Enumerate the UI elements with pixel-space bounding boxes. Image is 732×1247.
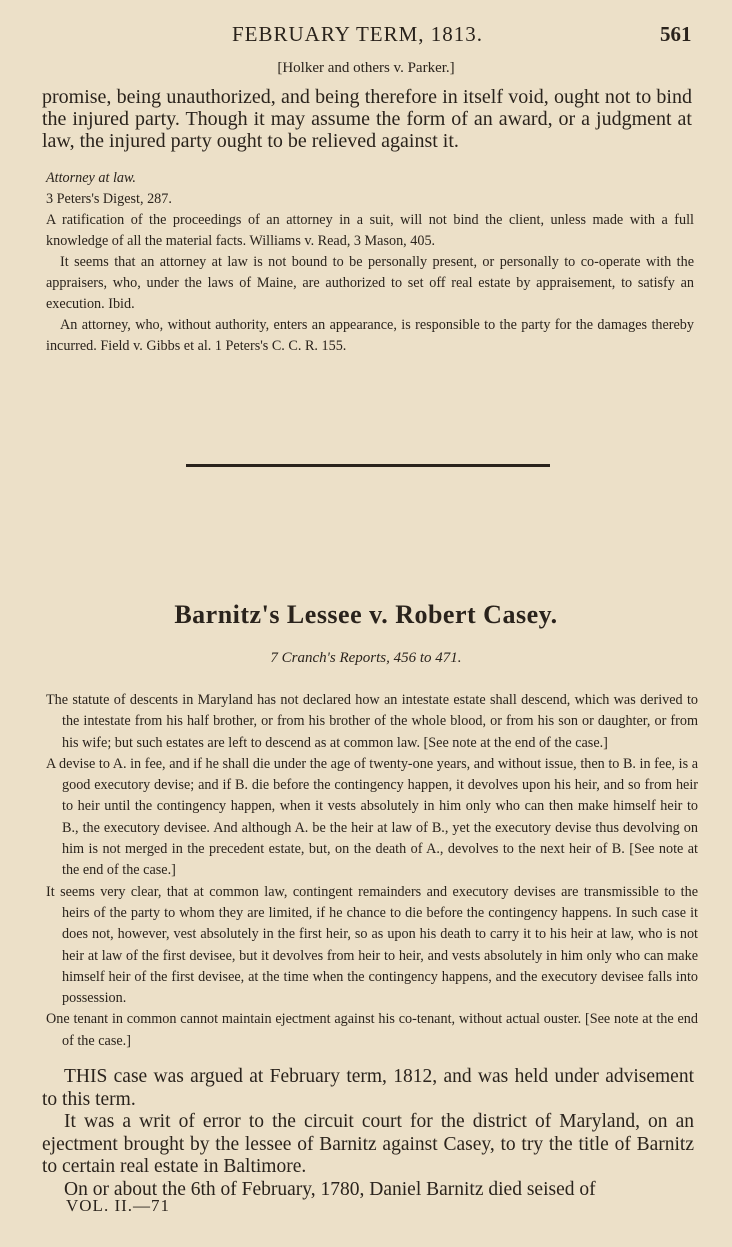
headnotes: [46, 690, 698, 1052]
continued-paragraph: promise, being unauthorized, and being therefore in itself void, ought not to bind the injured party. Though it may assume the form of an award, or a judgment at law, the injured party ought to be relieved against it.: [42, 86, 692, 152]
headnote: A devise to A. in fee, and if he shall die under the age of twenty-one years, and without issue, then to B. in fee, is a good executory devise; and if B. die before the contingency happen, it devolves upon his heir, and so from heir to heir until the contingency happen, when it vests absolutely in him only who can then make himself heir to B., the executory devisee. And although A. be the heir at law of B., yet the executory devise thus devolving on him is not merged in the precedent estate, but, on the death of A., devolves to the next heir of B. [See note at the end of the case.]: [46, 755, 698, 879]
headnote: The statute of descents in Maryland has not declared how an intestate estate shall descend, which was derived to the intestate from his half brother, or from his brother of the whole blood, or from his son or daughter, or from his wife; but such estates are left to descend as at common law. [See note at the end of the case.]: [46, 692, 698, 751]
headnote: One tenant in common cannot maintain ejectment against his co-tenant, without actual ouster. [See note at the end of the case.]: [46, 1011, 698, 1049]
section-divider: [186, 464, 550, 467]
body-paragraph: It was a writ of error to the circuit court for the district of Maryland, on an ejectment brought by the lessee of Barnitz against Casey, to try the title of Barnitz to certain real estate in Baltimore.: [42, 1111, 694, 1177]
volume-signature: VOL. II.—71: [66, 1196, 171, 1215]
headnote: It seems very clear, that at common law, contingent remainders and executory devises are transmissible to the heirs of the party to whom they are limited, if he chance to die before the contingency happens. In such case it does not, however, vest absolutely in the first heir, so as upon his death to carry it to his heir at law, who is not heir at law of the first devisee, but it devolves from heir to heir, and vests absolutely in him only who can make himself heir of the first devisee, at the time when the contingency happens, and the executory devisee falls into possession.: [46, 883, 698, 1007]
note-item: An attorney, who, without authority, enters an appearance, is responsible to the party for the damages thereby incurred. Field v. Gibbs et al. 1 Peters's C. C. R. 155.: [46, 317, 694, 354]
note-item: It seems that an attorney at law is not bound to be personally present, or personally to co-operate with the appraisers, who, under the laws of Maine, are authorized to set off real estate by appraisement, to satisfy an execution. Ibid.: [46, 254, 694, 312]
body-paragraph: On or about the 6th of February, 1780, Daniel Barnitz died seised of: [64, 1178, 596, 1200]
case-citation: 7 Cranch's Reports, 456 to 471.: [270, 650, 462, 666]
attorney-notes: [46, 168, 694, 357]
body-paragraph: THIS case was argued at February term, 1812, and was held under advisement to this term.: [42, 1066, 694, 1110]
case-reference: [Holker and others v. Parker.]: [277, 60, 455, 76]
notes-digest: 3 Peters's Digest, 287.: [46, 191, 172, 207]
note-item: A ratification of the proceedings of an attorney in a suit, will not bind the client, unless made with a full knowledge of all the material facts. Williams v. Read, 3 Mason, 405.: [46, 212, 694, 249]
case-title: Barnitz's Lessee v. Robert Casey.: [174, 600, 558, 629]
running-head: [0, 20, 732, 50]
running-head-title: FEBRUARY TERM, 1813.: [232, 22, 484, 46]
case-body: [42, 1066, 694, 1201]
page-number: 561: [660, 22, 692, 46]
notes-heading: Attorney at law.: [46, 170, 136, 186]
